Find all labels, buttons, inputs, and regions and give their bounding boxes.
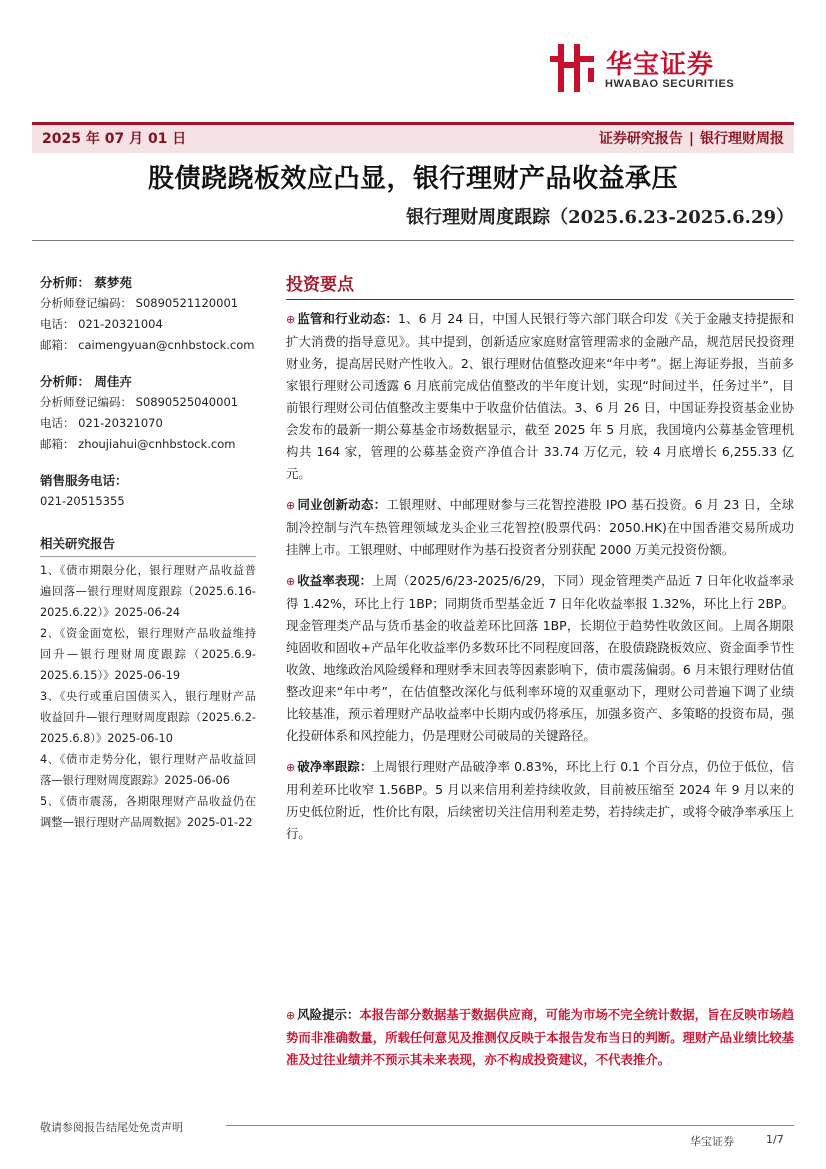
risk-warning <box>286 1004 794 1071</box>
analyst-email[interactable]: 邮箱： zhoujiahui@cnhbstock.com <box>40 437 236 451</box>
key-point-text: 1、6 月 24 日，中国人民银行等六部门联合印发《关于金融支持提振和扩大消费的指导意见》。其中提到，创新适应家庭财富管理需求的金融产品，规范居民投资理财业务，提高居民财产性收入。2、银行理财估值整改迎来“年中考”。据上海证券报，当前多家银行理财公司透露 6 月底前完成估值整改的半年度计划，实现“时间过半，任务过半”，目前银行理财公司估值整改主要集中于收盘价估值法。3、6 月 26 日，中国证券投资基金业协会发布的最新一期公募基金市场数据显示，截至 2025 年 5 月底，我国境内公募基金管理机构共 164 家，管理的公募基金资产净值合计 33.74 万亿元，较 4 月底增长 6,255.33 亿元。 <box>286 311 794 481</box>
related-report-item[interactable]: 1、《债市期限分化，银行理财产品收益普遍回落—银行理财周度跟踪（2025.6.16-2025.6.22）》2025-06-24 <box>40 564 256 619</box>
risk-label: 风险提示： <box>297 1007 360 1022</box>
page-number: 1/7 <box>766 1133 784 1146</box>
related-reports-list <box>40 560 256 833</box>
logo-text-en: HWABAO SECURITIES <box>605 78 735 90</box>
related-report-item[interactable]: 2、《资金面宽松，银行理财产品收益维持回升—银行理财周度跟踪（2025.6.9-2025.6.15）》2025-06-19 <box>40 627 256 682</box>
footer-divider <box>226 1125 794 1126</box>
key-point-yield <box>286 570 794 747</box>
key-point-text: 上周（2025/6/23-2025/6/29，下同）现金管理类产品近 7 日年化收益率录得 1.42%，环比上行 1BP；同期货币型基金近 7 日年化收益率报 1.32%，环比上行 2BP。现金管理类产品与货币基金的收益差环比回落 1BP，长期位于趋势性收敛区间。上周各期限纯固收和固收+产品年化收益率仍多数环比不同程度回落，在股债跷跷板效应、资金面季节性收敛、地缘政治风险缓释和理财季末回表等因素影响下，债市震荡偏弱。6 月末银行理财估值整改迎来“年中考”，在估值整改深化与低利率环境的双重驱动下，理财公司普遍下调了业绩比较基准，预示着理财产品收益率中长期内或仍将承压，加强多资产、多策略的投资布局，强化投研体系和风控能力，仍是理财公司破局的关键路径。 <box>286 573 795 743</box>
company-logo-icon <box>548 42 602 94</box>
analyst-name: 分析师： 周佳卉 <box>40 374 132 389</box>
circled-check-icon: ⊕ <box>286 761 296 774</box>
key-point-label: 同业创新动态： <box>297 497 387 512</box>
key-point-breakeven <box>286 756 794 845</box>
analyst-reg: 分析师登记编码： S0890521120001 <box>40 296 239 310</box>
key-point-label: 监管和行业动态： <box>297 311 398 326</box>
key-points-section <box>286 270 794 854</box>
key-point-regulation <box>286 308 794 485</box>
report-category <box>599 128 784 148</box>
report-subtitle: 银行理财周度跟踪（2025.6.23-2025.6.29） <box>406 207 794 228</box>
circled-check-icon: ⊕ <box>286 1009 296 1022</box>
header-divider <box>32 240 794 241</box>
circled-check-icon: ⊕ <box>286 575 296 588</box>
risk-text: 本报告部分数据基于数据供应商，可能为市场不完全统计数据，旨在反映市场趋势而非准确数量，所载任何意见及推测仅反映于本报告发布当日的判断。理财产品业绩比较基准及过往业绩并不预示其未来表现，亦不构成投资建议，不代表推介。 <box>286 1007 795 1067</box>
analyst-phone: 电话： 021-20321070 <box>40 416 163 430</box>
sidebar <box>40 272 256 833</box>
related-report-item[interactable]: 4、《债市走势分化，银行理财产品收益回落—银行理财周度跟踪》2025-06-06 <box>40 753 256 787</box>
report-title: 股债跷跷板效应凸显，银行理财产品收益承压 <box>147 164 678 194</box>
analyst-1 <box>40 272 256 356</box>
subcategory-label: 银行理财周报 <box>700 131 784 147</box>
key-point-text: 上周银行理财产品破净率 0.83%，环比上行 0.1 个百分点，仍位于低位，信用利差环比收窄 1.56BP。5 月以来信用利差持续收敛，目前被压缩至 2024 年 9 月以来的历史低位附近，性价比有限，后续密切关注信用利差走势，若持续走扩，或将令破净率承压上行。 <box>286 759 795 841</box>
category-label: 证券研究报告 <box>598 131 683 147</box>
analyst-name: 分析师： 蔡梦苑 <box>40 275 132 290</box>
analyst-phone: 电话： 021-20321004 <box>40 317 163 331</box>
key-points-heading: 投资要点 <box>286 270 794 300</box>
key-point-innovation <box>286 494 794 561</box>
analyst-reg: 分析师登记编码： S0890525040001 <box>40 395 239 409</box>
key-point-label: 收益率表现： <box>297 573 373 588</box>
key-point-text: 工银理财、中邮理财参与三花智控港股 IPO 基石投资。6 月 23 日，全球制冷控制与汽车热管理领域龙头企业三花智控(股票代码：2050.HK)在中国香港交易所成功挂牌上市。工银理财、中邮理财作为基石投资者分别获配 2000 万美元投资份额。 <box>286 497 794 557</box>
related-report-item[interactable]: 3、《央行或重启国债买入，银行理财产品收益回升—银行理财周度跟踪（2025.6.2-2025.6.8）》2025-06-10 <box>40 690 256 745</box>
related-reports-heading: 相关研究报告 <box>40 533 256 557</box>
footer-org: 华宝证券 <box>690 1135 734 1148</box>
report-header-bar <box>32 122 794 153</box>
analyst-email[interactable]: 邮箱： caimengyuan@cnhbstock.com <box>40 338 255 352</box>
key-point-label: 破净率跟踪： <box>297 759 373 774</box>
report-date: 2025 年 07 月 01 日 <box>42 131 187 147</box>
sales-phone: 021-20515355 <box>40 494 125 508</box>
sales-label: 销售服务电话： <box>40 473 128 488</box>
company-logo <box>548 42 778 94</box>
circled-check-icon: ⊕ <box>286 499 296 512</box>
related-report-item[interactable]: 5、《债市震荡，各期限理财产品收益仍在调整—银行理财产品周数据》2025-01-22 <box>40 795 256 829</box>
circled-check-icon: ⊕ <box>286 313 296 326</box>
footer-disclaimer[interactable]: 敬请参阅报告结尾处免责声明 <box>40 1121 183 1134</box>
logo-text-cn: 华宝证券 <box>606 50 715 80</box>
category-separator: | <box>688 131 694 147</box>
sales-contact <box>40 470 256 512</box>
analyst-2 <box>40 371 256 455</box>
